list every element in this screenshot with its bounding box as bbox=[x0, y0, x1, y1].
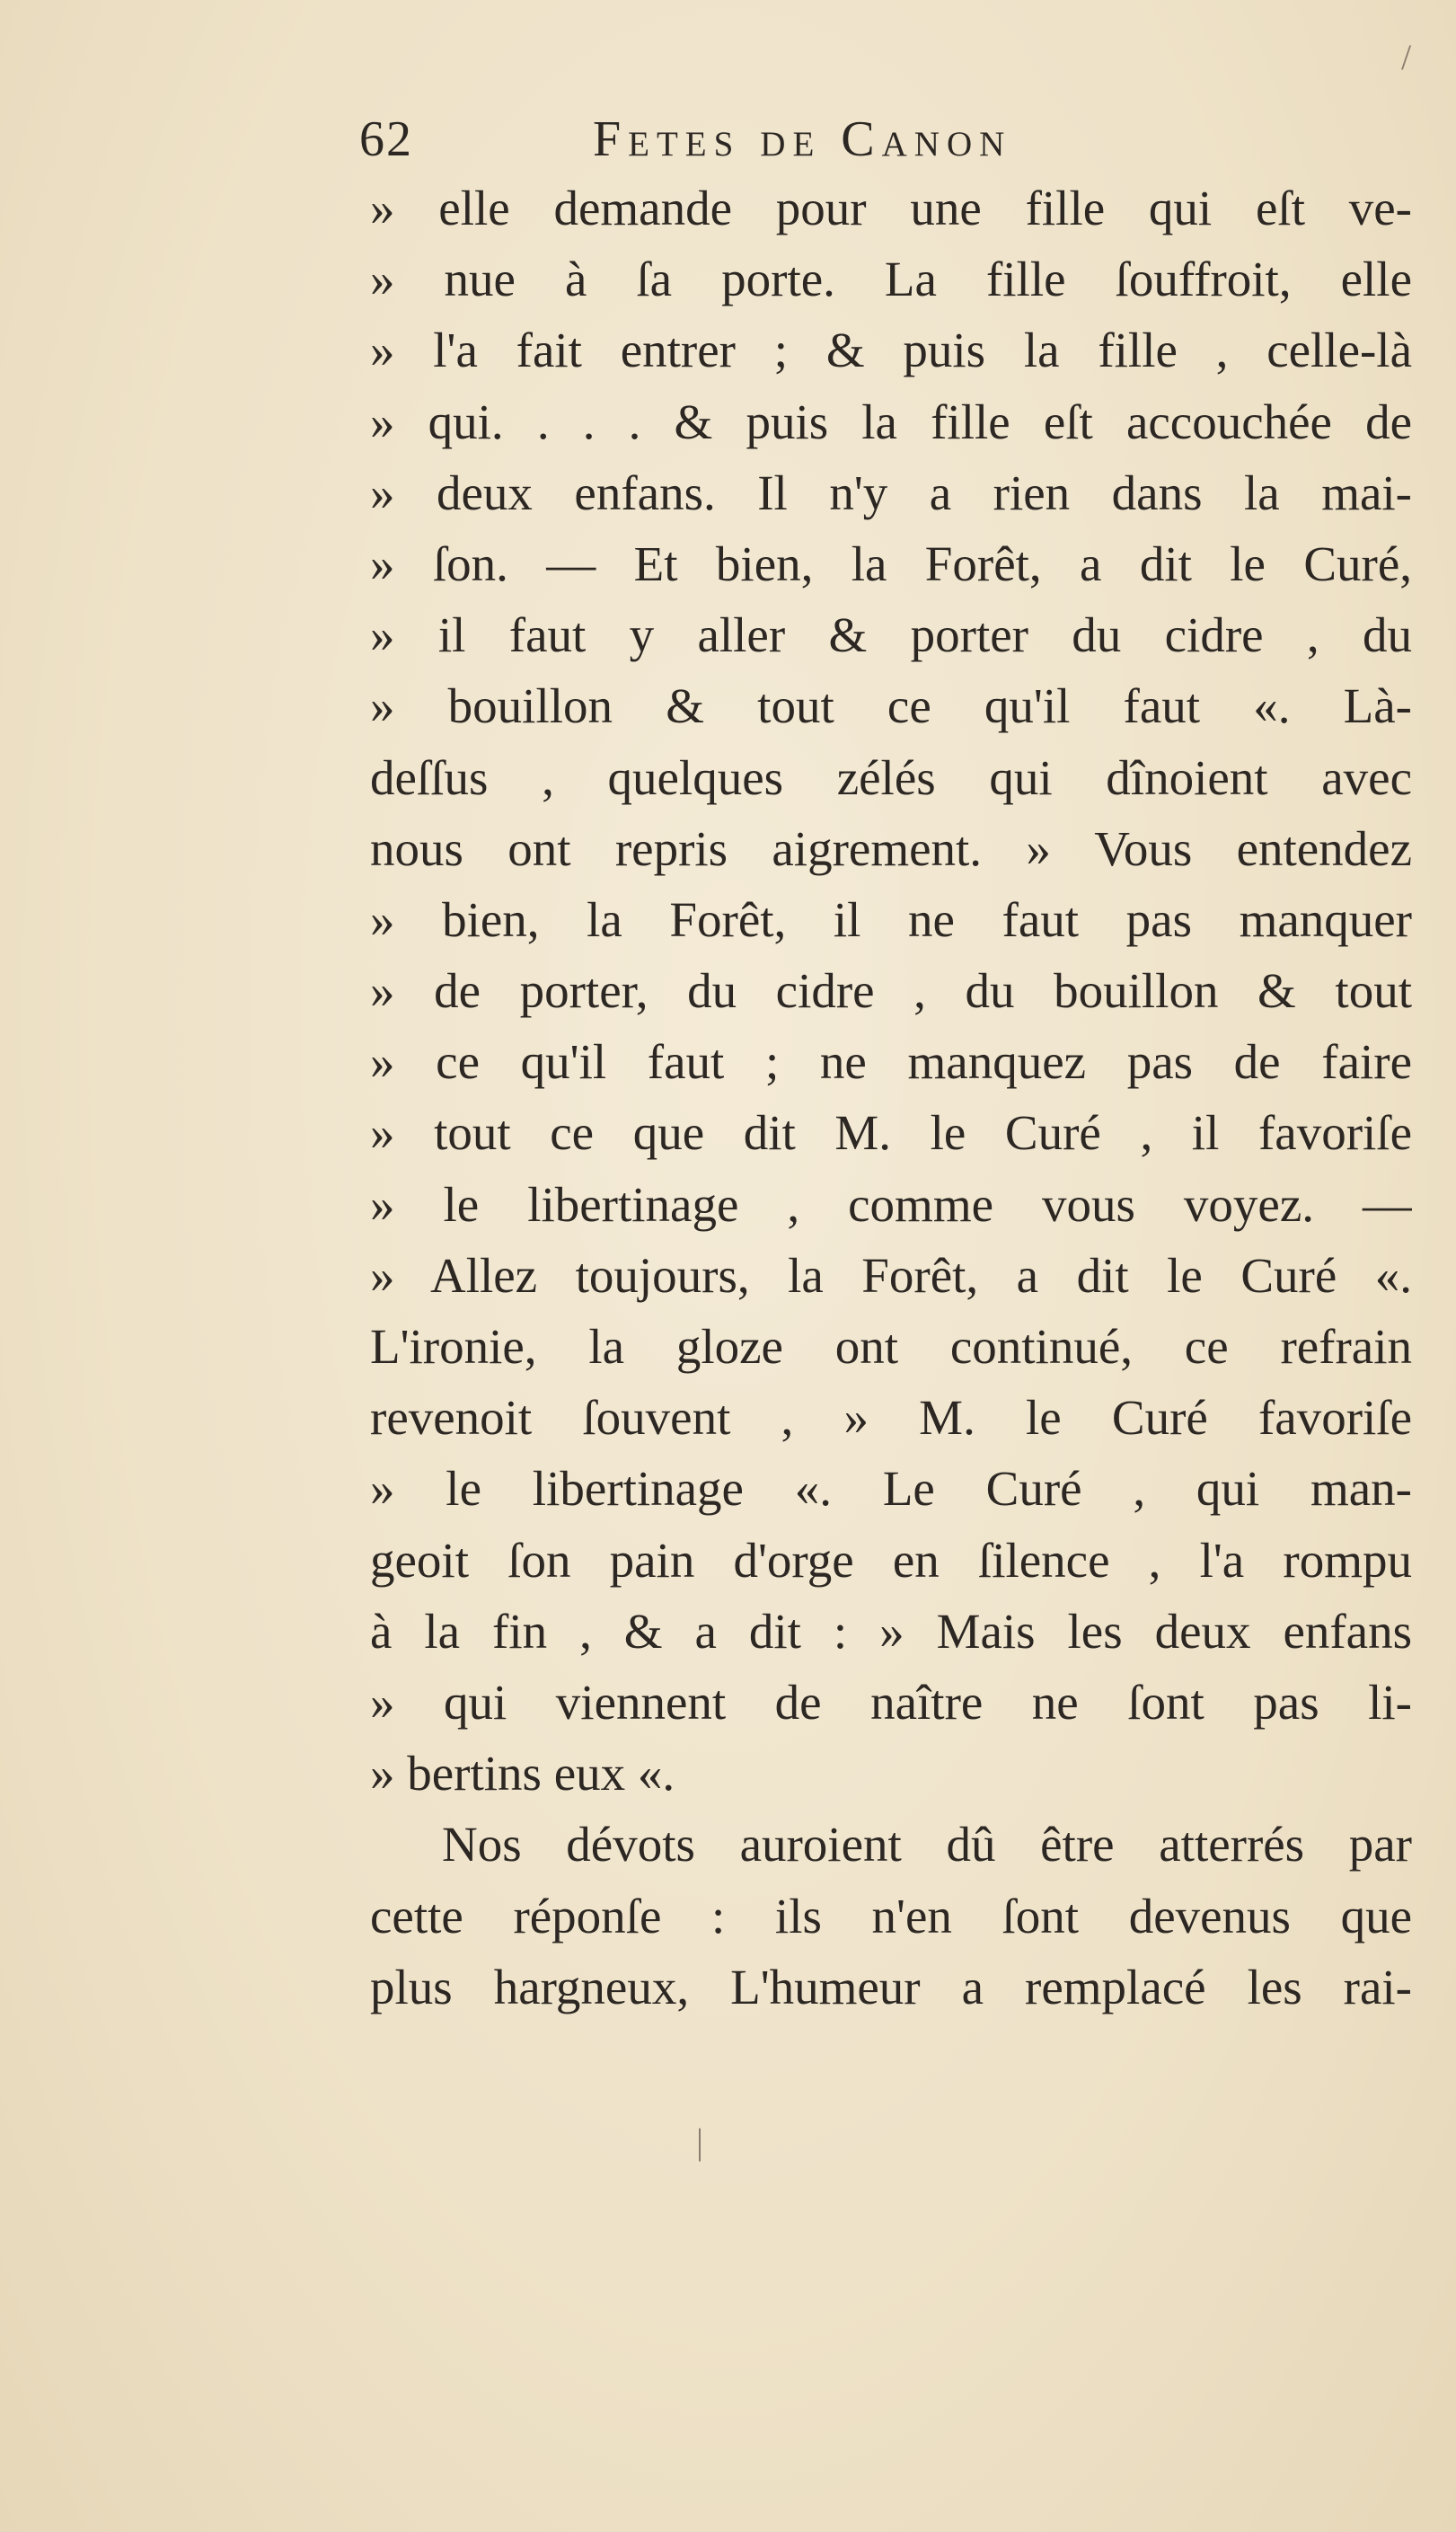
text-line: » bertins eux «. bbox=[370, 1746, 675, 1802]
text-line: » le libertinage , comme vous voyez. — bbox=[370, 1176, 1412, 1232]
text-line: » ce qu'il faut ; ne manquez pas de faire bbox=[370, 1034, 1412, 1090]
text-line: » ſon. — Et bien, la Forêt, a dit le Curé, bbox=[370, 536, 1412, 591]
text-line: » il faut y aller & porter du cidre , du bbox=[370, 607, 1412, 663]
text-line: » deux enfans. Il n'y a rien dans la mai- bbox=[370, 465, 1412, 520]
text-line: » de porter, du cidre , du bouillon & tout bbox=[370, 963, 1412, 1019]
paragraph-start-line: Nos dévots auroient dû être atterrés par bbox=[442, 1817, 1412, 1872]
text-line: » nue à ſa porte. La fille ſouffroit, elle bbox=[370, 252, 1412, 307]
text-line: » l'a fait entrer ; & puis la fille , celle-là bbox=[370, 323, 1412, 378]
page-header bbox=[359, 108, 1257, 171]
text-line: » qui. . . . & puis la fille eſt accouchée de bbox=[370, 394, 1412, 449]
text-line: deſſus , quelques zélés qui dînoient avec bbox=[370, 749, 1412, 805]
body-text bbox=[370, 173, 1412, 2023]
text-line: » bouillon & tout ce qu'il faut «. Là- bbox=[370, 678, 1412, 734]
stray-ink-mark: | bbox=[696, 2121, 704, 2162]
text-line: » qui viennent de naître ne ſont pas li- bbox=[370, 1674, 1412, 1730]
text-line: cette réponſe : ils n'en ſont devenus que bbox=[370, 1888, 1412, 1943]
running-title: Fetes de Canon bbox=[593, 111, 1012, 167]
text-line: plus hargneux, L'humeur a remplacé les rai- bbox=[370, 1959, 1412, 2014]
text-line: L'ironie, la gloze ont continué, ce refrain bbox=[370, 1319, 1412, 1374]
stray-pencil-mark: / bbox=[1401, 37, 1412, 77]
text-line: » le libertinage «. Le Curé , qui man- bbox=[370, 1461, 1412, 1517]
text-line: » elle demande pour une fille qui eſt ve- bbox=[370, 181, 1412, 235]
text-line: à la fin , & a dit : » Mais les deux enfans bbox=[370, 1603, 1412, 1659]
text-line: » bien, la Forêt, il ne faut pas manquer bbox=[370, 891, 1412, 947]
page-number: 62 bbox=[359, 111, 413, 167]
text-line: nous ont repris aigrement. » Vous entendez bbox=[370, 820, 1412, 876]
text-line: » tout ce que dit M. le Curé , il favoriſe bbox=[370, 1105, 1412, 1161]
text-line: revenoit ſouvent , » M. le Curé favoriſe bbox=[370, 1390, 1412, 1446]
text-line: » Allez toujours, la Forêt, a dit le Curé «. bbox=[370, 1247, 1412, 1303]
text-line: geoit ſon pain d'orge en ſilence , l'a rompu bbox=[370, 1532, 1412, 1588]
